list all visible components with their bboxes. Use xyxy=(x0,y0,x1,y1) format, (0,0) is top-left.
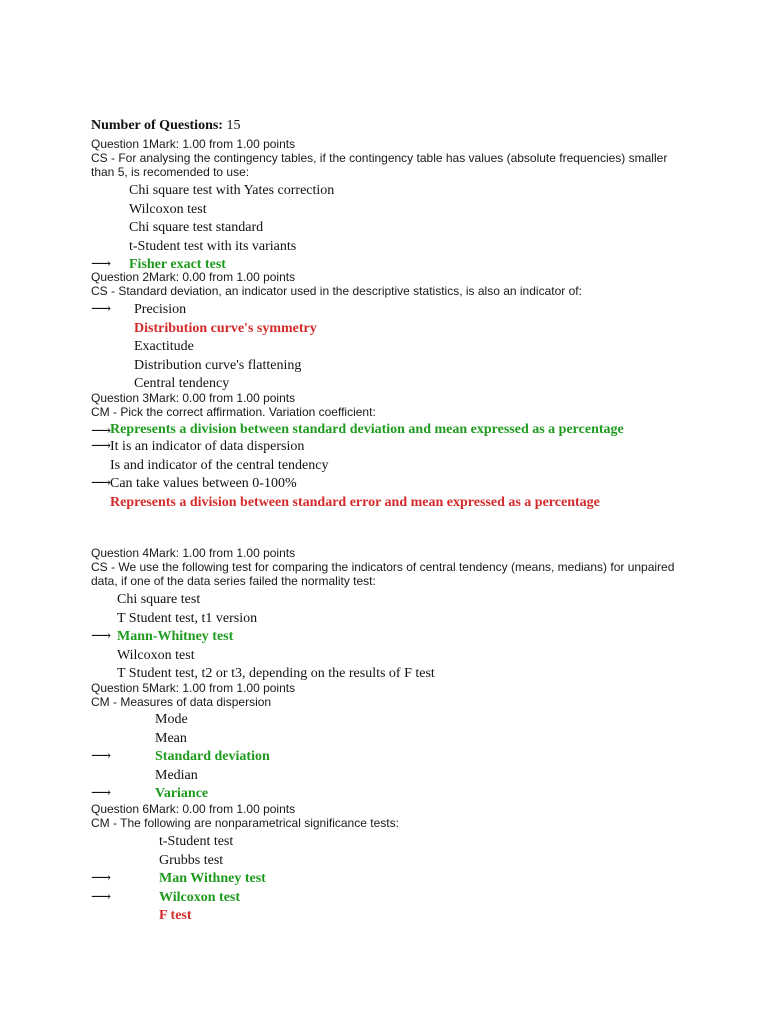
arrow-icon: ⟶ xyxy=(91,786,112,801)
arrow-icon: ⟶ xyxy=(91,476,112,491)
option xyxy=(91,338,691,357)
question-3 xyxy=(91,391,691,511)
arrow-icon: ⟶ xyxy=(91,871,112,886)
option xyxy=(91,711,691,730)
question-1 xyxy=(91,137,691,275)
option-label: Chi square test xyxy=(117,592,201,607)
option-label: Chi square test with Yates correction xyxy=(129,183,335,198)
option-label: Wilcoxon test xyxy=(117,647,195,663)
option xyxy=(91,182,691,201)
option xyxy=(91,748,691,767)
arrow-icon: ⟶ xyxy=(91,889,112,905)
option-label: Distribution curve's symmetry xyxy=(134,320,317,336)
option-label: Mann-Whitney test xyxy=(117,629,234,644)
option xyxy=(91,475,691,494)
option xyxy=(91,320,691,339)
option-label: T Student test, t2 or t3, depending on the results of F test xyxy=(117,666,435,681)
option-label: Variance xyxy=(155,786,209,801)
option xyxy=(91,357,691,376)
option-label: Chi square test standard xyxy=(129,220,264,235)
option-label: t-Student test with its variants xyxy=(129,238,297,254)
option-label: F test xyxy=(159,908,192,923)
option xyxy=(91,438,691,457)
question-text: CM - Measures of data dispersion xyxy=(91,695,272,709)
option xyxy=(91,610,691,629)
arrow-icon: ⟶ xyxy=(91,439,112,454)
option-label: Standard deviation xyxy=(155,749,270,764)
option-label: Mode xyxy=(155,712,188,727)
option-label: Exactitude xyxy=(134,339,194,354)
option xyxy=(91,628,691,647)
option xyxy=(91,647,691,666)
option-label: Wilcoxon test xyxy=(129,201,207,217)
option xyxy=(91,785,691,804)
option xyxy=(91,767,691,786)
option-label: Mean xyxy=(155,730,187,746)
question-meta: Question 4Mark: 1.00 from 1.00 points xyxy=(91,546,296,560)
question-meta: Question 3Mark: 0.00 from 1.00 points xyxy=(91,391,296,405)
option-label: Represents a division between standard deviation and mean expressed as a percentage xyxy=(110,422,624,437)
question-text: CS - We use the following test for comparing the indicators of central tendency (means, medians) for unpaired data, if one of the data series failed the normality test: xyxy=(91,560,675,588)
option xyxy=(91,238,691,257)
option xyxy=(91,907,691,926)
option xyxy=(91,219,691,238)
option xyxy=(91,301,691,320)
option-label: Is and indicator of the central tendency xyxy=(110,457,329,473)
option xyxy=(91,591,691,610)
question-meta: Question 6Mark: 0.00 from 1.00 points xyxy=(91,802,296,816)
option xyxy=(91,833,691,852)
option-label: Distribution curve's flattening xyxy=(134,357,302,373)
option-label: T Student test, t1 version xyxy=(117,610,258,626)
option xyxy=(91,889,691,908)
question-4 xyxy=(91,546,691,684)
option-label: It is an indicator of data dispersion xyxy=(110,439,305,454)
arrow-icon: ⟶ xyxy=(91,257,112,272)
option-label: Man Withney test xyxy=(159,871,266,886)
option xyxy=(91,870,691,889)
question-meta: Question 2Mark: 0.00 from 1.00 points xyxy=(91,270,296,284)
option-label: Central tendency xyxy=(134,376,230,391)
option xyxy=(91,730,691,749)
arrow-icon: ⟶ xyxy=(91,424,112,439)
option-label: Can take values between 0-100% xyxy=(110,476,297,491)
question-6 xyxy=(91,802,691,926)
option-label: Grubbs test xyxy=(159,852,224,868)
option-label: Precision xyxy=(134,302,187,317)
option-label: Wilcoxon test xyxy=(159,889,241,905)
option xyxy=(91,201,691,220)
option-label: Fisher exact test xyxy=(129,257,226,272)
question-count-header xyxy=(91,118,240,134)
question-text: CS - Standard deviation, an indicator used in the descriptive statistics, is also an indicator of: xyxy=(91,284,582,298)
question-meta: Question 1Mark: 1.00 from 1.00 points xyxy=(91,137,296,151)
arrow-icon: ⟶ xyxy=(91,302,112,317)
question-text: CM - Pick the correct affirmation. Variation coefficient: xyxy=(91,405,376,419)
option xyxy=(91,852,691,871)
option-label: Represents a division between standard error and mean expressed as a percentage xyxy=(110,494,600,510)
question-2 xyxy=(91,270,691,394)
question-count-value: 15 xyxy=(226,118,241,133)
option xyxy=(91,421,630,438)
option xyxy=(91,457,691,476)
arrow-icon: ⟶ xyxy=(91,749,112,764)
option-label: Median xyxy=(155,767,198,783)
option xyxy=(91,494,610,511)
question-count-label: Number of Questions: xyxy=(91,118,223,133)
question-5 xyxy=(91,681,691,804)
question-text: CS - For analysing the contingency tables, if the contingency table has values (absolute frequencies) smaller than 5, is recomended to use: xyxy=(91,151,668,179)
arrow-icon: ⟶ xyxy=(91,629,112,644)
question-meta: Question 5Mark: 1.00 from 1.00 points xyxy=(91,681,296,695)
option-label: t-Student test xyxy=(159,834,234,849)
question-text: CM - The following are nonparametrical significance tests: xyxy=(91,816,399,830)
